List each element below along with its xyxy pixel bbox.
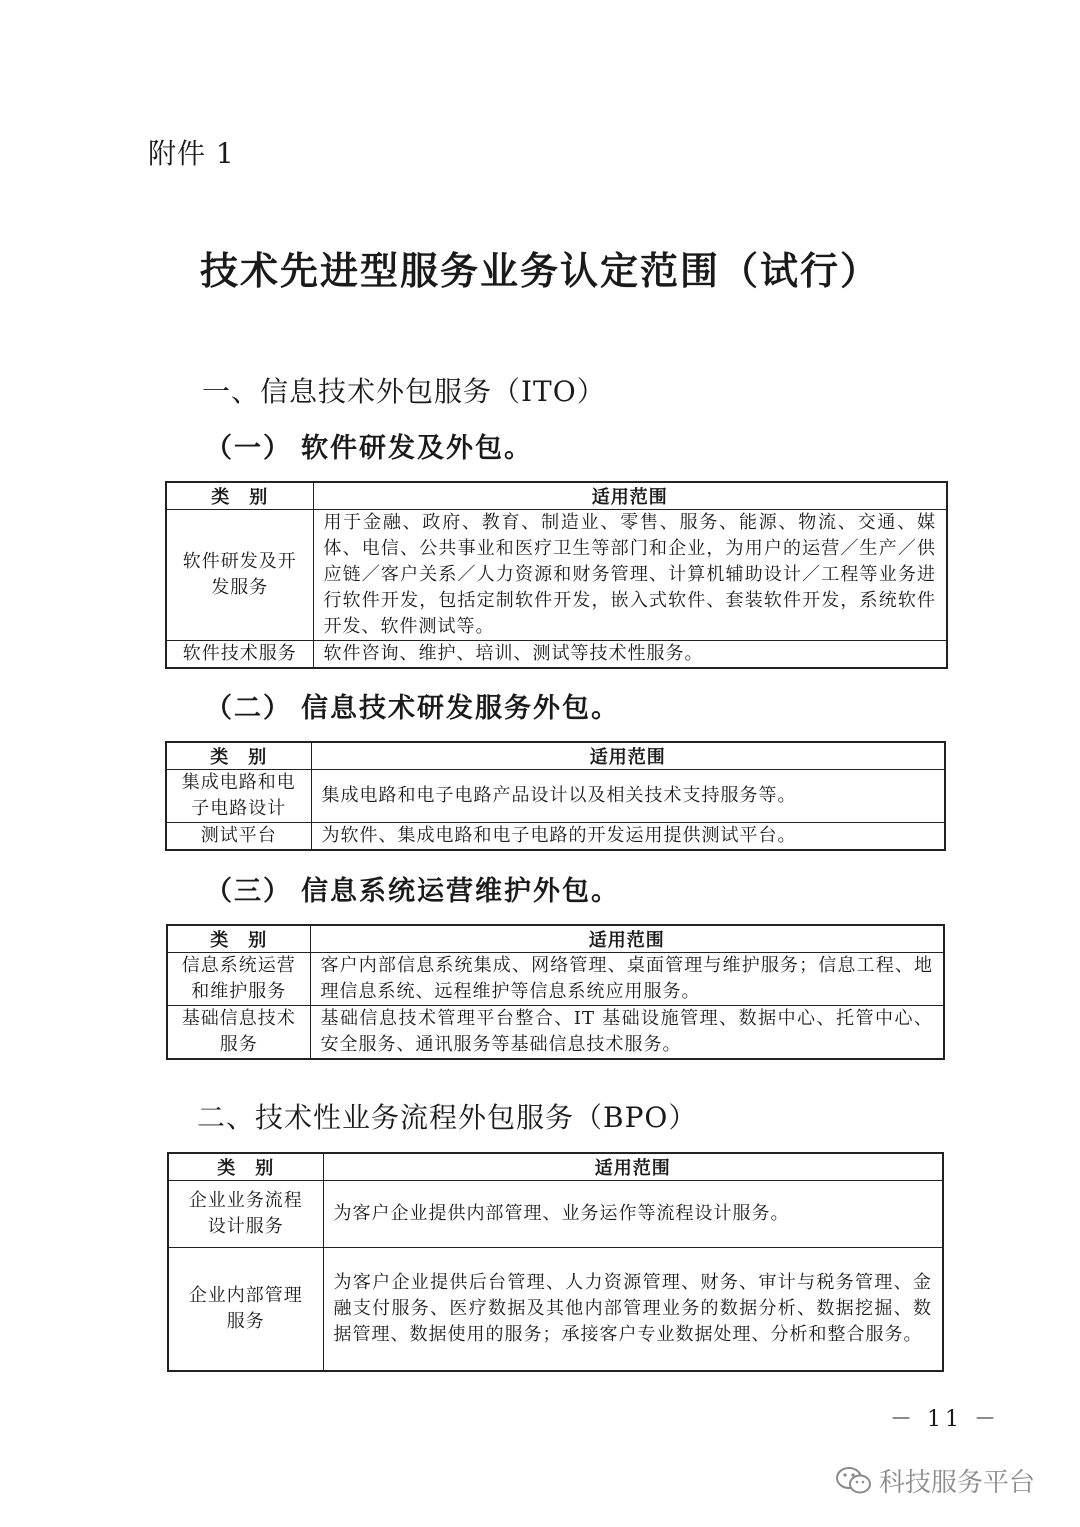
row-category: 软件技术服务 [166, 641, 313, 669]
row-scope: 为客户企业提供内部管理、业务运作等流程设计服务。 [323, 1181, 943, 1248]
table-row [168, 1181, 943, 1248]
section-heading-bpo: 二、技术性业务流程外包服务（BPO） [197, 1101, 698, 1134]
table-row [166, 770, 945, 823]
row-category: 软件研发及开发服务 [166, 510, 313, 641]
row-scope: 集成电路和电子电路产品设计以及相关技术支持服务等。 [311, 770, 945, 823]
row-scope: 为客户企业提供后台管理、人力资源管理、财务、审计与税务管理、金融支付服务、医疗数据及其他内部管理业务的数据分析、数据挖掘、数据管理、数据使用的服务；承接客户专业数据处理、分析和整合服务。 [323, 1248, 943, 1372]
subsection-number: （一） [205, 433, 292, 464]
header-category: 类 别 [166, 742, 311, 770]
row-category: 企业业务流程设计服务 [168, 1181, 323, 1248]
table-row [166, 641, 947, 669]
subsection-heading-3 [205, 869, 620, 908]
subsection-title: 软件研发及外包。 [301, 433, 533, 464]
row-category: 信息系统运营和维护服务 [167, 953, 310, 1006]
document-title: 技术先进型服务业务认定范围（试行） [199, 248, 880, 293]
table-bpo [167, 1152, 944, 1372]
subsection-heading-2 [205, 686, 620, 725]
header-scope: 适用范围 [313, 482, 947, 510]
subsection-number: （二） [205, 693, 292, 724]
section-heading-ito: 一、信息技术外包服务（ITO） [202, 375, 606, 408]
row-category: 基础信息技术服务 [167, 1006, 310, 1060]
watermark [835, 1462, 1035, 1499]
header-category: 类 别 [167, 925, 310, 953]
table-row [166, 510, 947, 641]
header-category: 类 别 [166, 482, 313, 510]
table-header-row [166, 482, 947, 510]
page-number: － 11 － [890, 1407, 1000, 1432]
header-scope: 适用范围 [311, 742, 945, 770]
table-it-rnd [165, 741, 946, 851]
row-scope: 客户内部信息系统集成、网络管理、桌面管理与维护服务；信息工程、地理信息系统、远程维护等信息系统应用服务。 [310, 953, 944, 1006]
row-scope: 基础信息技术管理平台整合、IT 基础设施管理、数据中心、托管中心、安全服务、通讯服务等基础信息技术服务。 [310, 1006, 944, 1060]
table-row [167, 1006, 944, 1060]
subsection-title: 信息技术研发服务外包。 [301, 693, 620, 724]
table-it-ops [166, 924, 945, 1060]
header-scope: 适用范围 [310, 925, 944, 953]
subsection-title: 信息系统运营维护外包。 [301, 876, 620, 907]
table-row [166, 823, 945, 851]
row-category: 集成电路和电子电路设计 [166, 770, 311, 823]
subsection-heading-1 [205, 426, 533, 465]
attachment-label: 附件 1 [148, 137, 235, 170]
watermark-text: 科技服务平台 [879, 1468, 1036, 1498]
table-header-row [168, 1153, 943, 1181]
row-category: 企业内部管理服务 [168, 1248, 323, 1372]
table-row [167, 953, 944, 1006]
table-header-row [167, 925, 944, 953]
subsection-number: （三） [205, 876, 292, 907]
header-category: 类 别 [168, 1153, 323, 1181]
row-category: 测试平台 [166, 823, 311, 851]
row-scope: 软件咨询、维护、培训、测试等技术性服务。 [313, 641, 947, 669]
table-software-dev [165, 481, 948, 669]
header-scope: 适用范围 [323, 1153, 943, 1181]
wechat-icon [835, 1465, 873, 1497]
row-scope: 为软件、集成电路和电子电路的开发运用提供测试平台。 [311, 823, 945, 851]
row-scope: 用于金融、政府、教育、制造业、零售、服务、能源、物流、交通、媒体、电信、公共事业和医疗卫生等部门和企业，为用户的运营／生产／供应链／客户关系／人力资源和财务管理、计算机辅助设计／工程等业务进行软件开发，包括定制软件开发，嵌入式软件、套装软件开发，系统软件开发、软件测试等。 [313, 510, 947, 641]
table-row [168, 1248, 943, 1372]
table-header-row [166, 742, 945, 770]
